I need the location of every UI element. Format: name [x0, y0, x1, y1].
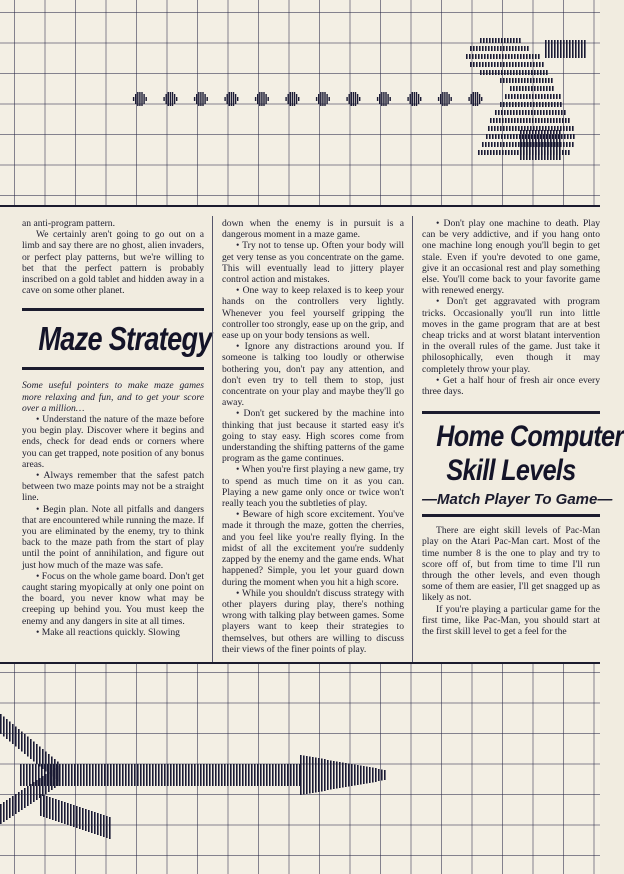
bullet-item: • Don't get suckered by the machine into thinking that just because it started easy it's going to stay easy. High scores come from understanding the shifting patterns of the game program as the game continues. — [222, 408, 404, 465]
bullet-item: • Ignore any distractions around you. If someone is talking too loudly or otherwise bothering you, don't pay any attention, and don't even try to tell them to stop, just concentrate on your play and maybe they'll go away. — [222, 341, 404, 409]
column-divider — [212, 216, 213, 662]
paragraph: There are eight skill levels of Pac-Man play on the Atari Pac-Man cart. Most of the time number 8 is the one to play and try to score off of, but from time to time I'll run through the other levels, and even though some of them are easier, I'll get snagged up as likely as not. — [422, 525, 600, 604]
ghost-pixel-art — [0, 0, 600, 205]
maze-strategy-heading-box — [22, 308, 212, 370]
paragraph: We certainly aren't going to go out on a limb and say there are no ghost, alien invaders, or perfect play patterns, but we're willing to bet that the perfect pattern is probably inscribed on a gold tablet and hidden away in a cave on some other planet. — [22, 229, 204, 297]
top-rule — [0, 205, 600, 207]
bullet-item: • One way to keep relaxed is to keep your hands on the controllers very lightly. Whenever you feel yourself gripping the controller too strongly, ease up on the grip, and ease up on your body tensions as well. — [222, 285, 404, 342]
home-computer-heading: Home Computer — [436, 420, 624, 454]
paragraph: an anti-program pattern. — [22, 218, 115, 229]
bullet-item: • Begin plan. Note all pitfalls and dangers that are encountered while running the maze. If you are eliminated by the enemy, try to think back to the maze path from the start of play until the point of annihilation, and figure out just how much of the maze was safe. — [22, 503, 204, 571]
skill-levels-heading-box — [422, 411, 624, 517]
bullet-item: • Always remember that the safest patch between two maze points may not be a straight line. — [22, 470, 204, 504]
paragraph: down when the enemy is in pursuit is a dangerous moment in a maze game. — [222, 218, 404, 241]
column-3 — [422, 218, 624, 662]
paragraph: If you're playing a particular game for the first time, like Pac-Man, you should start at the first skill level to get a feel for the — [422, 603, 600, 638]
bullet-item: • Don't play one machine to death. Play can be very addictive, and if you hang onto one machine long enough you'll begin to get stale. Even if you're devoted to one game, give it an occasional rest and play something else. You'll come back to your favorite game with renewed energy. — [422, 218, 600, 297]
bullet-item: • Focus on the whole game board. Don't get caught staring myopically at only one point on the board, you never know what may be creeping up behind you. You must keep the enemy and any dangers in site at all times. — [22, 570, 204, 627]
column-1 — [22, 218, 212, 662]
column-2 — [222, 218, 404, 662]
column-divider — [412, 216, 413, 662]
skill-levels-heading: Skill Levels — [446, 454, 576, 488]
bullet-item: • Beware of high score excitement. You've made it through the maze, gotten the cherries, and you feel like you're really flying. In the midst of all the excitement you're suddenly zapped by the enemy and the game ends. What happened? Simple, you let your guard down during the moment when you hit a high score. — [222, 509, 404, 588]
match-player-subheading: —Match Player To Game— — [422, 491, 613, 509]
guitar-pixel-art — [0, 664, 600, 874]
bullet-item: • When you're first playing a new game, try to spend as much time on it as you can. Playing a new game only once or twice won't really teach you the subtleties of play. — [222, 464, 404, 510]
intro-text: Some useful pointers to make maze games more relaxing and fun, and to get your score over a million… — [22, 380, 204, 414]
bullet-item: • Try not to tense up. Often your body will get very tense as you concentrate on the game. This will eventually lead to jittery player control action and mistakes. — [222, 240, 404, 286]
maze-strategy-heading: Maze Strategy — [38, 320, 212, 358]
bullet-item: • Understand the nature of the maze before you begin play. Discover where it begins and ends, check for dead ends or corners where you can get trapped, note position of any bonus areas. — [22, 414, 204, 470]
bullet-item: • Make all reactions quickly. Slowing — [36, 626, 180, 638]
bullet-item: • Don't get aggravated with program tricks. Occasionally you'll run into little moves in the game program that are at best cheap tricks and at worst blatant intervention in the overall rules of the game. Just take it philosophically, even though it may completely throw your play. — [422, 296, 600, 375]
bullet-item: • Get a half hour of fresh air once every three days. — [422, 374, 600, 398]
bullet-item: • While you shouldn't discuss strategy with other players during play, there's nothing wrong with talking play between games. Some players want to keep their strategies to themselves, but others are willing to discuss their views of the finer points of play. — [222, 587, 404, 655]
